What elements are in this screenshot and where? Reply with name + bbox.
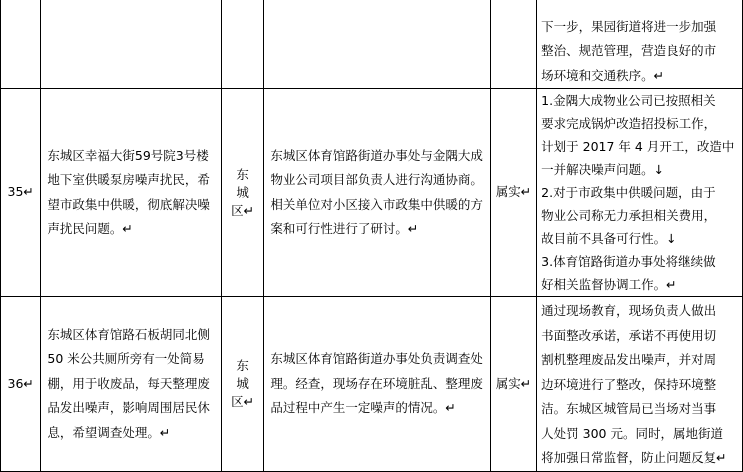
result-line: 场环境和交通秩序。↵ (541, 67, 665, 83)
complaint-description: 东城区体育馆路石板胡同北侧 50 米公共厕所旁有一处简易棚，用于收废品，每天整理废品发出噪声，影响周围居民休息，希望调查处理。↵ (41, 297, 221, 472)
district-cell (221, 297, 264, 472)
result-line: 人处罚 300 元。同时，属地街道 (541, 425, 723, 441)
complaint-description (41, 0, 221, 89)
result-line: 整治、规范管理，营造良好的市 (541, 43, 717, 58)
result-line: 将加强日常监督，防止问题反复↵ (541, 450, 727, 465)
row-number (1, 0, 41, 89)
district-char: 城 (236, 184, 249, 200)
handling-result (537, 0, 743, 89)
result-line: 割机整理废品发出噪声，并对周 (541, 352, 717, 367)
table-row (1, 0, 743, 89)
verification-status (490, 0, 536, 89)
result-line: 边环境进行了整改，保持环境整 (541, 376, 717, 392)
district-cell (221, 89, 264, 297)
table-row (1, 89, 743, 297)
handling-process (264, 0, 490, 89)
result-line: 一并解决噪声问题。↓ (541, 162, 665, 177)
handling-result (537, 89, 743, 297)
district-char: 城 (236, 375, 249, 391)
result-line: 2.对于市政集中供暖问题，由于 (541, 185, 716, 200)
district-char: 区↵ (231, 393, 255, 409)
result-line: 故目前不具备可行性。↓ (541, 231, 677, 246)
verification-status: 属实↵ (490, 89, 536, 297)
handling-result (537, 297, 743, 472)
complaint-description: 东城区幸福大街59号院3号楼地下室供暖泵房噪声扰民，希望市政集中供暖，彻底解决噪声扰民问题。↵ (41, 89, 221, 297)
result-line: 物业公司称无力承担相关费用， (541, 208, 717, 223)
result-line: 3.体育馆路街道办事处将继续做 (541, 254, 716, 269)
district-char: 区↵ (231, 202, 255, 218)
row-number: 35↵ (1, 89, 41, 297)
table-row (1, 297, 743, 472)
result-line: 1.金隅大成物业公司已按照相关 (541, 93, 716, 108)
district-char: 东 (236, 357, 249, 373)
verification-status: 属实↵ (490, 297, 536, 472)
handling-process: 东城区体育馆路街道办事处与金隅大成物业公司项目部负责人进行沟通协商。相关单位对小区接入市政集中供暖的方案和可行性进行了研讨。↵ (264, 89, 490, 297)
district-char: 东 (236, 166, 249, 182)
row-number: 36↵ (1, 297, 41, 472)
result-line: 下一步，果园街道将进一步加强 (541, 18, 717, 34)
result-line: 通过现场教育，现场负责人做出 (541, 303, 717, 318)
result-line: 好相关监督协调工作。↵ (541, 277, 677, 292)
handling-process: 东城区体育馆路街道办事处负责调查处理。经查，现场存在环境脏乱、整理废品过程中产生一定噪声的情况。↵ (264, 297, 490, 472)
result-line: 计划于 2017 年 4 月开工，改造中 (541, 139, 735, 154)
result-line: 要求完成锅炉改造招投标工作， (541, 116, 717, 131)
district-cell (221, 0, 264, 89)
result-line: 书面整改承诺，承诺不再使用切 (541, 327, 717, 343)
result-line: 洁。东城区城管局已当场对当事 (541, 401, 717, 416)
